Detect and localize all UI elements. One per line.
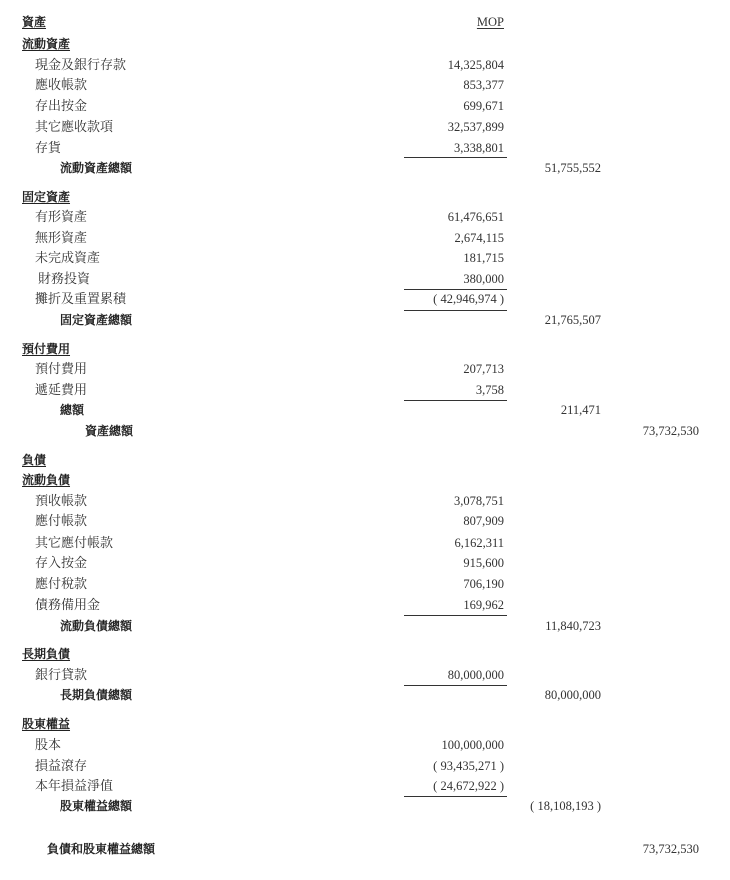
- grand-total-label: 負債和股東權益總額: [47, 842, 156, 856]
- item-label: 應付稅款: [35, 576, 88, 591]
- item-amount: 32,537,899: [447, 120, 504, 134]
- item-amount: 3,758: [475, 383, 504, 397]
- line-item: [0, 140, 730, 156]
- item-amount: 61,476,651: [447, 210, 504, 224]
- item-amount: 706,190: [463, 577, 504, 591]
- sum-rule: [404, 400, 507, 401]
- subtotal-label: 流動資產總額: [60, 161, 133, 175]
- item-label: 債務備用金: [35, 597, 101, 612]
- item-amount: ( 24,672,922 ): [433, 779, 504, 793]
- line-item: [0, 778, 730, 794]
- section-heading-equity: 股東權益: [22, 717, 71, 731]
- item-amount: 380,000: [463, 272, 504, 286]
- subtotal-amount: 11,840,723: [545, 619, 601, 633]
- item-amount: ( 42,946,974 ): [433, 292, 504, 306]
- line-item: [0, 57, 730, 73]
- grand-total-amount: 73,732,530: [642, 842, 699, 856]
- subtotal-row: [0, 618, 730, 634]
- subtotal-amount: 21,765,507: [544, 313, 601, 327]
- section-heading-row: [0, 716, 730, 732]
- subtotal-amount: 80,000,000: [544, 688, 601, 702]
- item-label: 財務投資: [38, 271, 91, 286]
- subsection-heading-current-assets: 流動資產: [22, 37, 71, 51]
- subsection-heading-prepaid: 預付費用: [22, 342, 71, 356]
- item-label: 應付帳款: [35, 513, 88, 528]
- subtotal-row: [0, 687, 730, 703]
- item-amount: 3,078,751: [454, 494, 504, 508]
- sum-rule: [404, 289, 507, 290]
- assets-header-row: [0, 14, 730, 30]
- total-assets-label: 資產總額: [85, 424, 134, 438]
- item-amount: 699,671: [463, 99, 504, 113]
- line-item: [0, 382, 730, 398]
- item-label: 本年損益淨值: [35, 778, 114, 793]
- line-item: [0, 597, 730, 613]
- subtotal-row: [0, 160, 730, 176]
- subsection-heading-long-term-liabilities: 長期負債: [22, 647, 71, 661]
- item-amount: 80,000,000: [447, 668, 504, 682]
- item-amount: 915,600: [463, 556, 504, 570]
- subtotal-label: 總額: [60, 403, 85, 417]
- item-label: 攤折及重置累積: [35, 291, 127, 306]
- line-item: [0, 513, 730, 529]
- sum-rule: [404, 685, 507, 686]
- sum-rule: [404, 796, 507, 797]
- item-label: 存出按金: [35, 98, 88, 113]
- item-label: 無形資產: [35, 230, 88, 245]
- subsection-heading-row: [0, 472, 730, 488]
- subsection-heading-row: [0, 341, 730, 357]
- item-label: 未完成資產: [35, 250, 101, 265]
- line-item: [0, 737, 730, 753]
- subsection-heading-row: [0, 189, 730, 205]
- item-amount: 807,909: [463, 514, 504, 528]
- item-label: 存入按金: [35, 555, 88, 570]
- item-amount: 100,000,000: [441, 738, 504, 752]
- line-item: [0, 667, 730, 683]
- line-item: [0, 291, 730, 307]
- subtotal-label: 長期負債總額: [60, 688, 133, 702]
- subtotal-row: [0, 402, 730, 418]
- subtotal-amount: 51,755,552: [544, 161, 601, 175]
- line-item: [0, 119, 730, 135]
- item-amount: ( 93,435,271 ): [433, 759, 504, 773]
- total-row: [0, 423, 730, 439]
- item-label: 現金及銀行存款: [35, 57, 127, 72]
- subtotal-amount: ( 18,108,193 ): [530, 799, 601, 813]
- item-label: 應收帳款: [35, 77, 88, 92]
- line-item: [0, 361, 730, 377]
- line-item: [0, 555, 730, 571]
- currency-heading: MOP: [476, 15, 504, 29]
- sum-rule: [404, 615, 507, 616]
- sum-rule: [404, 310, 507, 311]
- subtotal-amount: 211,471: [560, 403, 601, 417]
- line-item: [0, 209, 730, 225]
- item-label: 遞延費用: [35, 382, 88, 397]
- item-amount: 181,715: [463, 251, 504, 265]
- item-label: 預付費用: [35, 361, 88, 376]
- item-label: 預收帳款: [35, 493, 88, 508]
- line-item: [0, 98, 730, 114]
- section-heading-liabilities: 負債: [22, 453, 47, 467]
- total-assets-amount: 73,732,530: [642, 424, 699, 438]
- line-item: [0, 576, 730, 592]
- section-heading-row: [0, 452, 730, 468]
- item-label: 損益滾存: [35, 758, 88, 773]
- grand-total-row: [0, 841, 730, 857]
- item-label: 有形資產: [35, 209, 88, 224]
- item-label: 銀行貸款: [35, 667, 88, 682]
- subtotal-label: 流動負債總額: [60, 619, 133, 633]
- line-item: [0, 77, 730, 93]
- section-heading-assets: 資產: [22, 15, 47, 29]
- item-label: 其它應付帳款: [35, 535, 114, 550]
- subtotal-row: [0, 312, 730, 328]
- subsection-heading-fixed-assets: 固定資產: [22, 190, 71, 204]
- item-amount: 853,377: [463, 78, 504, 92]
- item-label: 存貨: [35, 140, 62, 155]
- item-amount: 207,713: [463, 362, 504, 376]
- subsection-heading-row: [0, 646, 730, 662]
- item-amount: 2,674,115: [454, 231, 504, 245]
- line-item: [0, 271, 730, 287]
- line-item: [0, 230, 730, 246]
- subtotal-label: 股東權益總額: [60, 799, 133, 813]
- line-item: [0, 535, 730, 551]
- subtotal-label: 固定資產總額: [60, 313, 133, 327]
- item-amount: 3,338,801: [454, 141, 504, 155]
- subtotal-row: [0, 798, 730, 814]
- item-amount: 6,162,311: [454, 536, 504, 550]
- sum-rule: [404, 157, 507, 158]
- line-item: [0, 250, 730, 266]
- line-item: [0, 493, 730, 509]
- item-amount: 14,325,804: [447, 58, 504, 72]
- line-item: [0, 758, 730, 774]
- subsection-heading-row: [0, 36, 730, 52]
- item-amount: 169,962: [463, 598, 504, 612]
- subsection-heading-current-liabilities: 流動負債: [22, 473, 71, 487]
- item-label: 股本: [35, 737, 62, 752]
- item-label: 其它應收款項: [35, 119, 114, 134]
